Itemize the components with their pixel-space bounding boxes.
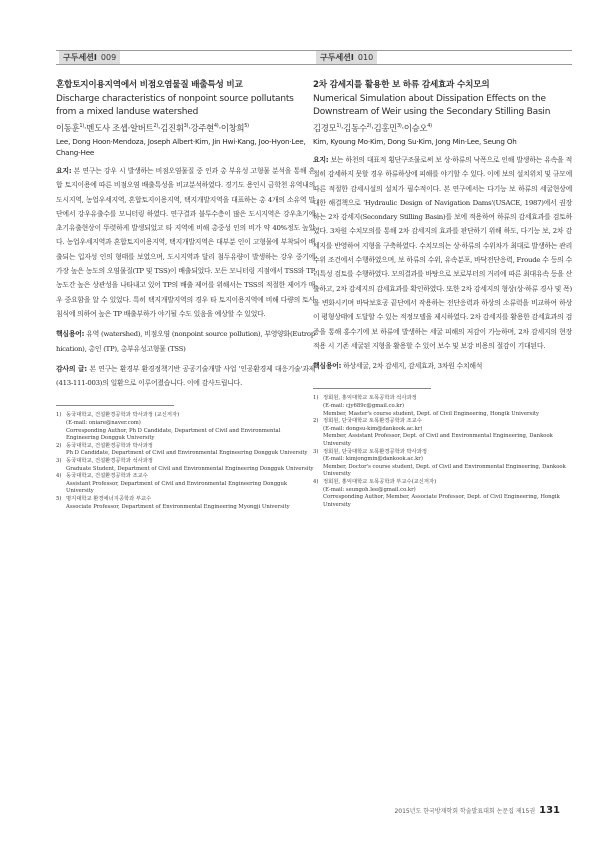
footnote-line [56,412,315,420]
authors-english: Lee, Dong Hoon·Mendoza, Joseph Albert·Kim, Jin Hwi·Kang, Joo-Hyon·Lee, Chang-Hee [56,137,306,157]
footnote-text: 명지대학교 환경에너지공학과 부교수 [66,495,152,502]
page-footer [394,805,560,816]
footnote-number: 1) [56,412,62,419]
acknowledgement-text: 본 연구는 환경부 환경정책기반 공공기술개발 사업 '인공환경제 대응기술'과제(413-111-003)의 일환으로 이루어졌습니다. 이에 감사드립니다. [56,364,316,388]
footnote-text: 동국대학교, 건설환경공학과 석사과정 [66,458,153,465]
footnotes [313,395,572,509]
keywords [313,359,572,373]
english-title: Discharge characteristics of nonpoint source pollutants from a mixed landuse watershed [56,94,294,117]
footnote-number: 1) [313,395,319,402]
authors-english: Kim, Kyoung Mo·Kim, Dong Su·Kim, Jong Min·Lee, Seung Oh [313,137,517,146]
footnote-number: 3) [313,448,319,455]
footnote-line [56,504,315,512]
footnote-text: 동국대학교, 건설환경공학과 박사과정 [66,442,153,449]
abstract-label: 요지: [56,167,72,175]
author-name: ·이창희 [218,123,245,133]
footnote-text: 동국대학교, 건설환경공학과 박사과정 (교신저자) [66,412,180,419]
footnote-text: Member, Doctor's course student, Dept. of Civil and Environmental Engineering, Dankook University [323,463,566,478]
footnote-line [56,428,315,443]
footnote-number: 3) [56,458,62,465]
author-name: 김경모 [313,123,337,133]
footnote-line [313,395,572,403]
session-label: 구두세션Ⅰ [63,53,97,62]
footnote-line [313,403,572,411]
footnote-line [56,458,315,466]
abstract-label: 요지: [313,156,329,164]
proceedings-name: 2015년도 한국방재학회 학술발표대회 논문집 제15권 [394,808,536,815]
author-name: ·이승오 [401,123,428,133]
keywords-label: 핵심용어: [313,362,342,371]
footnote-line [313,494,572,509]
footnote-line [313,418,572,426]
author-footnote-mark: 3) [183,123,189,130]
footnote-line [313,426,572,434]
footnote-text: Assistant Professor, Department of Civil and Environmental Engineering Dongguk University [66,480,288,495]
author-footnote-mark: 5) [244,123,249,130]
session-number: 009 [100,53,117,62]
footnote-number: 4) [313,478,319,485]
author-name: ·김진휘 [157,123,184,133]
session-label: 구두세션Ⅰ [320,53,354,62]
footnote-text: Corresponding Author, Ph D Candidate, Department of Civil and Environmental Engineering Dongguk University [66,427,281,442]
footnote-line [313,487,572,495]
session-tag [316,51,377,64]
author-name: ·김홍민 [371,123,397,133]
footnote-text: Graduate Student, Department of Civil and Environmental Engineering Dongguk University [66,465,314,472]
footnote-number: 5) [56,495,62,502]
footnote-line [56,496,315,504]
session-header [313,50,572,65]
session-tag [59,51,120,64]
abstract-text: 보는 하천의 대표적 횡단구조물로써 보 상·하류의 낙폭으로 인해 발생하는 유속을 적절히 감세하지 못할 경우 하류하상에 피해를 야기할 수 있다. 이에 보의 설치위치 및 규모에 따른 적절한 감세시설의 설치가 필수적이다. 본 연구에서는 다기능 보 하류의 세굴현상에 대한 해결책으로 'Hydraulic Design of Navigation Dams'(USACE, 1987)에서 권장하는 2차 감세지(Secondary Stilling Basin)를 보에 적용하여 하류의 감세효과를 검토하였다. 3차원 수치모의를 통해 2차 감세지의 효과를 판단하기 위해 하도, 다기능 보, 2차 감세지를 반영하여 지형을 구축하였다. 수치모의는 상·하류의 수위차가 최대로 발생하는 관리수위 조건에서 수행하였으며, 보 하류의 수위, 유속분포, 바닥전단응력, Froude 수 등의 수리특성 검토를 수행하였다. 모의결과를 바탕으로 보로부터의 거리에 따른 최대유속 등을 산출하고, 2차 감세지의 감세효과를 확인하였다. 또한 2차 감세지의 형상(상·하류 경사 및 폭)을 변화시키며 바닥보호공 끝단에서 작용하는 전단응력과 하상의 소류력을 비교하여 하상이 평형상태에 도달할 수 있는 적정모델을 제시하였다. 2차 감세지를 활용한 감세효과의 검증을 통해 홍수기에 보 하류에 발생하는 세굴 피해의 저감이 가능하며, 2차 감세지의 현장적용 시 기존 세굴된 지형을 활용할 수 있어 보수 및 보강 비용의 절감이 기대된다. [313,156,572,350]
keywords [56,327,315,356]
footnote-text: 정회원, 단국대학교 토목환경공학과 조교수 [323,418,422,425]
footnote-text: 동국대학교, 건설환경공학과 조교수 [66,473,148,480]
footnote-divider [56,405,174,406]
footnote-text: (E-mail: cjy689c@gmail.co.kr) [323,403,405,410]
footnote-number: 2) [56,442,62,449]
korean-title: 혼합토지이용지역에서 비점오염물질 배출특성 비교 [56,80,243,90]
footnote-text: (E-mail: dongsu-kim@dankook.ac.kr) [323,425,423,432]
footnote-text: 정회원, 홍익대학교 토목공학과 부교수(교신저자) [323,478,437,485]
footnote-line [313,464,572,479]
footnote-text: Corresponding Author, Member, Associate Professor, Dept. of Civil Engineering, Hongik University [323,494,560,508]
footnote-text: 정회원, 홍익대학교 토목공학과 석사과정 [323,395,417,402]
author-name: 이동훈 [56,123,80,133]
author-footnote-mark: 1) [79,123,84,130]
footnote-line [56,443,315,451]
footnote-line [56,420,315,428]
right-article [313,50,572,509]
abstract [313,153,572,353]
authors-korean [313,122,572,134]
footnote-text: 정회원, 단국대학교 토목환경공학과 박사과정 [323,448,427,455]
footnote-line [313,479,572,487]
footnote-text: (E-mail: oniare@naver.com) [66,420,141,427]
footnote-line [313,456,572,464]
author-footnote-mark: 1) [336,123,341,130]
footnote-divider [313,388,431,389]
keywords-label: 핵심용어: [56,330,85,339]
footnote-number: 4) [56,473,62,480]
keywords-text: 하상세굴, 2차 감세지, 감세효과, 3차원 수치해석 [341,362,483,371]
page-number: 131 [539,805,560,816]
footnote-line [313,433,572,448]
footnote-text: Member, Assistant Professor, Dept. of Civil and Environmental Engineering, Dankook University [323,433,553,448]
keywords-text: 유역 (watershed), 비점오염 (nonpoint source pollution), 부영양화(Eutrophication), 총인 (TP), 총부유성고형물 (TSS) [56,330,315,353]
acknowledgement [56,362,315,391]
english-title: Numerical Simulation about Dissipation Effects on the Downstream of Weir using the Secondary Stilling Basin [313,94,551,117]
footnote-text: (E-mail: kimjongmin@dankook.ac.kr) [323,456,423,463]
author-name: ·멘도사 조셉·알버트 [83,123,154,133]
footnote-text: Member, Master's course student, Dept. of Civil Engineering, Hongik University [323,410,540,417]
author-footnote-mark: 4) [427,123,432,130]
footnote-text: (E-mail: seungoh.lee@gmail.co.kr) [323,486,416,493]
footnote-line [56,450,315,458]
footnotes [56,412,315,511]
session-number: 010 [357,53,374,62]
author-footnote-mark: 4) [213,123,219,130]
author-footnote-mark: 2) [366,123,372,130]
footnote-text: Associate Professor, Department of Environmental Engineering Myongji University [66,503,290,510]
author-footnote-mark: 3) [396,123,402,130]
author-footnote-mark: 2) [153,123,158,130]
authors-korean [56,122,315,134]
footnote-text: Ph D Candidate, Department of Civil and Environmental Engineering Dongguk University [66,450,308,457]
footnote-line [56,473,315,481]
acknowledgement-label: 감사의 글: [56,364,87,373]
abstract-text: 본 연구는 강우 시 발생하는 비점오염물질 중 인과 총 부유성 고형물 분석을 통해 혼합 토지이용에 따른 비점오염 배출특성을 비교분석하였다. 경기도 용인시 금학천 유역내의 도시지역, 농업우세지역, 혼합토지이용지역, 택지개발지역을 대표하는 총 4개의 소유역 말단에서 강우유출수를 모니터링 하였다. 연구결과 불투수층이 많은 도시지역은 강우초기에 초기유출현상이 뚜렷하게 발생되었고 타 지역에 비해 총중성 인의 비가 약 40%정도 높았다. 농업우세지역과 혼합토지이용지역, 택지개발지역은 대부분 인이 고형물에 부착되어 배출되는 입자성 인의 형태를 보였으며, 도시지역과 달리 첨두유량이 발생하는 강우 중기에 가장 높은 농도의 오염물질(TP 및 TSS)이 배출되었다. 모든 모니터링 지점에서 TSS와 TP 농도간 높은 상관성을 나타내고 있어 TP의 배출 제어를 위해서는 TSS의 적절한 제어가 매우 중요함을 알 수 있었다. 특히 택지개발지역의 경우 타 토지이용지역에 비해 다량의 토사침식에 의하여 높은 TP 배출부하가 야기될 수도 있음을 예상할 수 있었다. [56,167,315,318]
footnote-line [56,481,315,496]
session-header [56,50,315,65]
author-name: ·김동수 [340,123,367,133]
footnote-number: 2) [313,418,319,425]
abstract [56,164,315,321]
korean-title: 2차 감세지를 활용한 보 하류 감세효과 수치모의 [313,80,490,90]
author-name: ·강주현 [188,123,214,133]
left-article [56,50,315,511]
